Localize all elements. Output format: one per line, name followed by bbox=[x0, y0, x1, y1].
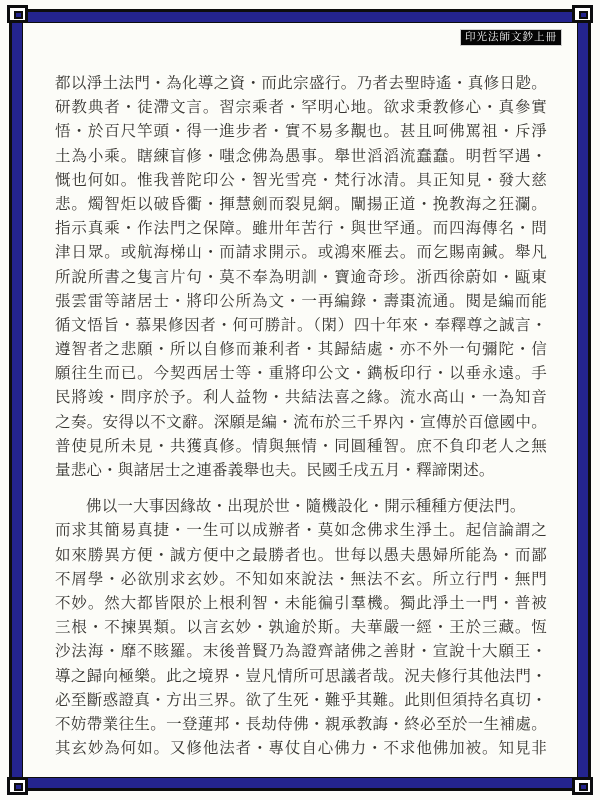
text-line: 必至斷惑證真・方出三界。欲了生死・難乎其難。此則但須持名真切・ bbox=[55, 690, 547, 709]
preface-paragraph bbox=[55, 71, 547, 482]
corner-ornament-top-right bbox=[572, 5, 593, 23]
text-line: 土為小乘。瞎練盲修・嗤念佛為愚事。舉世滔滔流蠢蠢。明哲罕遇・ bbox=[55, 146, 547, 165]
text-line: 沙法海・靡不賅羅。末後普賢乃為證齊諸佛之善財・宣說十大願王・ bbox=[55, 642, 547, 661]
corner-ornament-top-left bbox=[7, 5, 28, 23]
text-line: 悲。燭智炬以破昏衢・揮慧劍而裂見網。闡揚正道・挽教海之狂瀾。 bbox=[55, 194, 547, 213]
book-title-badge: 印光法師文鈔上冊 bbox=[460, 29, 562, 46]
text-line: 普使見所未見・共獲真修。情與無情・同圓種智。庶不負印老人之無 bbox=[55, 436, 547, 455]
text-line: 民將竣・問序於予。利人益物・共結法喜之緣。流水高山・一為知音 bbox=[55, 388, 547, 407]
text-line: 願往生而已。今契西居士等・重將印公文・鐫板印行・以垂永遠。手 bbox=[55, 364, 547, 383]
text-line: 而求其簡易真捷・一生可以成辦者・莫如念佛求生淨土。起信論謂之 bbox=[55, 521, 547, 540]
main-paragraph bbox=[55, 494, 547, 760]
text-line: 都以淨土法門・為化導之資・而此宗盛行。乃者去聖時遙・真修日尟。 bbox=[55, 74, 547, 92]
text-line: 津日眾。或航海梯山・而請求開示。或鴻來雁去。而乞賜南鍼。舉凡 bbox=[55, 243, 547, 262]
corner-ornament-bottom-left bbox=[7, 777, 28, 795]
text-line: 之奏。安得以不文辭。深願是編・流布於三千界內・宣傳於百億國中。 bbox=[55, 412, 547, 431]
text-line: 不妨帶業往生。一登蓮邦・長劫侍佛・親承教誨・終必至於一生補處。 bbox=[55, 714, 547, 733]
text-line: 三根・不揀異類。以言玄妙・孰逾於斯。夫華嚴一經・王於三藏。恆 bbox=[55, 618, 547, 637]
text-line: 不屑學・必欲別求玄妙。不知如來說法・無法不玄。所立行門・無門 bbox=[55, 569, 547, 588]
text-line: 研教典者・徒滯文言。習宗乘者・罕明心地。欲求秉教修心・真參實 bbox=[55, 98, 547, 117]
text-line: 指示真乘・作法門之保障。雖卅年苦行・與世罕通。而四海傳名・問 bbox=[55, 219, 547, 238]
page-text bbox=[55, 71, 547, 760]
text-line: 如來勝異方便・誠方便中之最勝者也。世每以愚夫愚婦所能為・而鄙 bbox=[55, 545, 547, 564]
text-line: 不妙。然大都皆限於上根利智・未能徧引羣機。獨此淨土一門・普被 bbox=[55, 593, 547, 612]
text-line: 慨也何如。惟我普陀印公・智光雪亮・梵行冰清。具正知見・發大慈 bbox=[55, 170, 547, 189]
text-line: 導之歸向極樂。此之境界・豈凡情所可思議者哉。況夫修行其他法門・ bbox=[55, 666, 547, 685]
text-line: 遵智者之悲願・所以自修而兼利者・其歸結處・亦不外一句彌陀・信 bbox=[55, 340, 547, 359]
text-line: 張雲雷等諸居士・將印公所為文・一再編錄・壽棗流通。閱是編而能 bbox=[55, 291, 547, 310]
text-line: 循文悟旨・慕果修因者・何可勝計。（閑）四十年來・奉釋尊之誠言・ bbox=[55, 315, 547, 334]
text-line: 悟・於百尺竿頭・得一進步者・實不易多覯也。甚且呵佛罵祖・斥淨 bbox=[55, 122, 547, 141]
text-line: 其玄妙為何如。又修他法者・專仗自心佛力・不求他佛加被。知見非 bbox=[55, 739, 547, 758]
text-line: 所說所書之隻言片句・莫不奉為明訓・寶逾奇珍。浙西徐蔚如・甌東 bbox=[55, 267, 547, 286]
corner-ornament-bottom-right bbox=[572, 777, 593, 795]
text-line: 佛以一大事因緣故・出現於世・隨機設化・開示種種方便法門。 bbox=[86, 497, 526, 516]
text-line: 量悲心・與諸居士之連番義舉也夫。民國壬戌五月・釋諦閑述。 bbox=[55, 461, 495, 479]
